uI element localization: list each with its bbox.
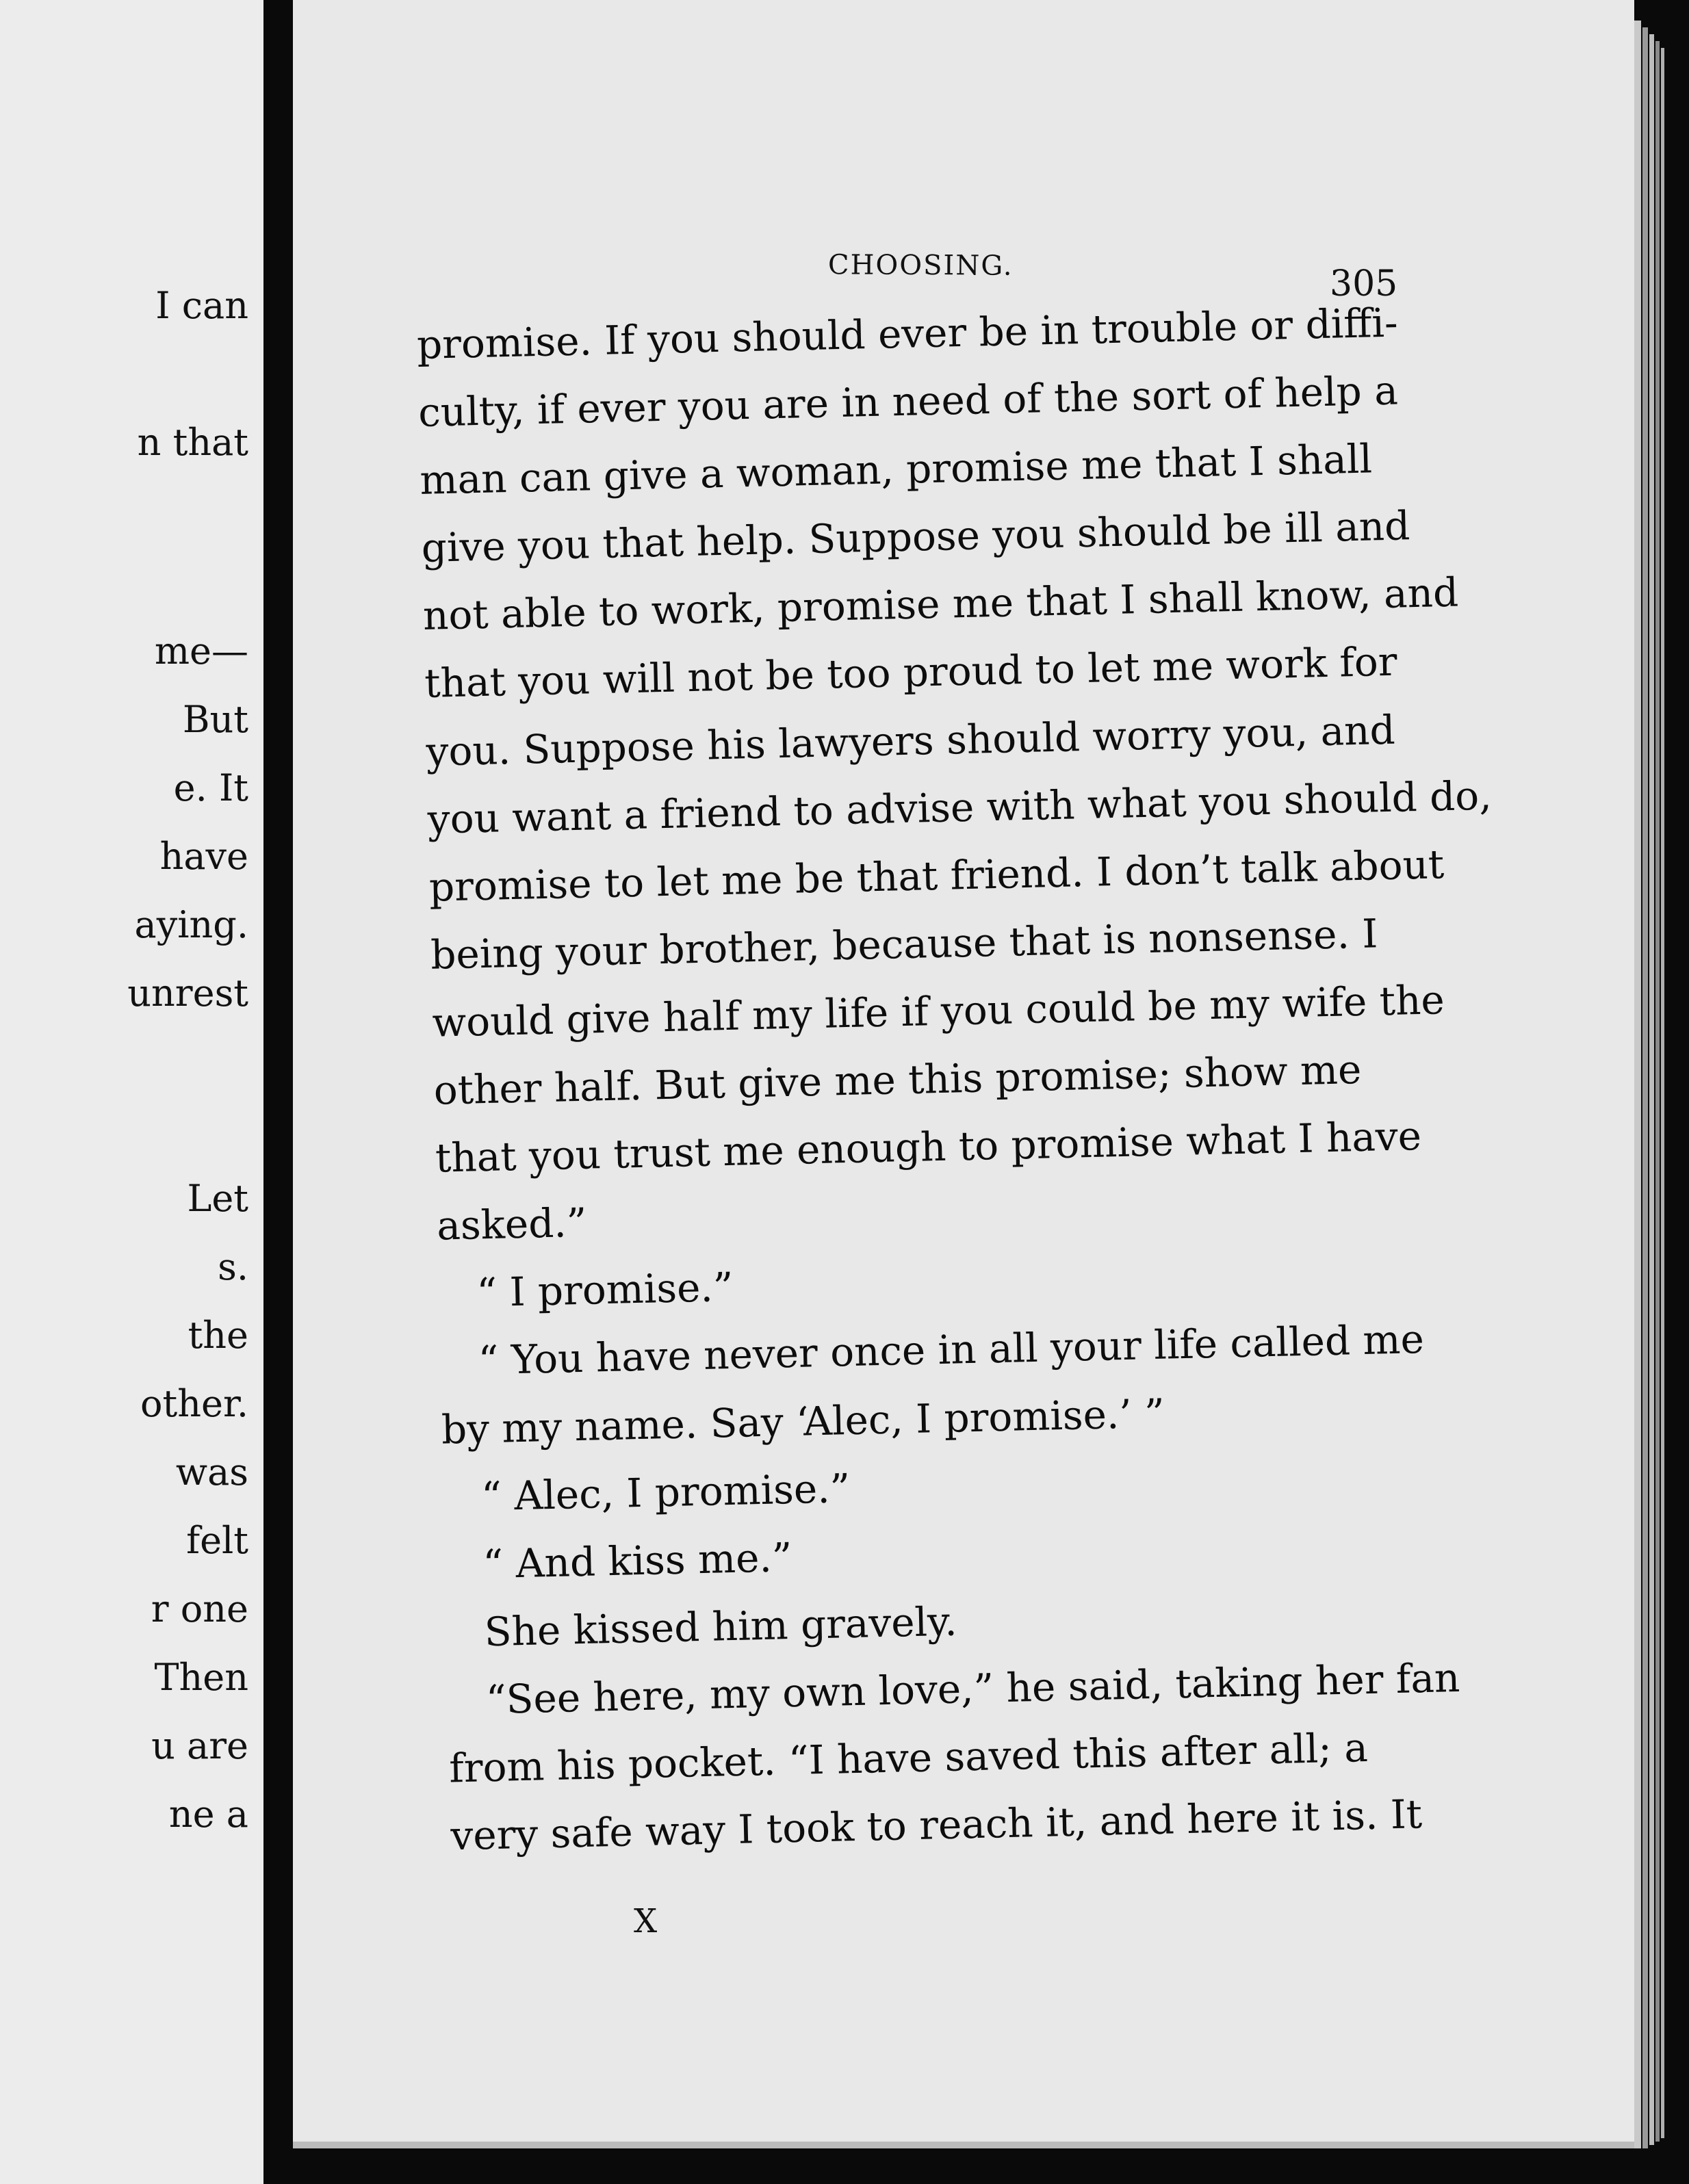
text-line: give you that help. Suppose you should be ill and [421,502,1410,572]
text-line: would give half my life if you could be my wife the [431,976,1445,1046]
left-page-fragment: e. It [173,766,248,809]
text-line: that you trust me enough to promise what I have [435,1113,1422,1182]
text-line: She kissed him gravely. [484,1598,958,1656]
left-page-fragment: me— [154,629,248,673]
left-page-fragment: ne a [168,1793,248,1836]
left-page-fragment: unrest [127,972,248,1015]
text-line: from his pocket. “I have saved this after all; a [448,1724,1369,1792]
text-line: “ Alec, I promise.” [480,1464,851,1520]
body-text [416,289,1493,1871]
left-page-fragment: the [188,1314,248,1357]
text-line: other half. But give me this promise; show me [433,1045,1363,1114]
page-number: 305 [1330,263,1398,304]
text-line: very safe way I took to reach it, and here it is. It [450,1791,1423,1860]
running-head: CHOOSING. [827,249,1014,282]
text-line: culty, if ever you are in need of the sort of help a [417,367,1399,437]
left-page-fragment: felt [186,1519,248,1562]
left-page-fragment: n that [137,421,248,464]
left-page-fragment: But [182,698,248,741]
text-line: “ I promise.” [476,1264,734,1316]
left-page-fragment: r one [151,1587,248,1630]
left-page-fragment: was [175,1451,248,1494]
text-line: being your brother, because that is nonsense. I [430,910,1378,978]
left-page-fragment: have [159,835,248,878]
right-page [293,0,1634,2142]
text-line: by my name. Say ‘Alec, I promise.’ ” [441,1390,1165,1453]
left-page-fragment: s. [218,1245,248,1288]
signature-mark: X [634,1902,658,1940]
text-line: you. Suppose his lawyers should worry you, and [425,706,1396,775]
text-line: you want a friend to advise with what you should do, [427,772,1493,843]
left-page-fragment: u are [151,1724,248,1767]
text-line: “ And kiss me.” [482,1533,793,1587]
left-page-fragment: other. [140,1382,248,1425]
left-page-fragment: Let [187,1177,248,1220]
left-page-fragment: I can [155,284,248,327]
text-line: not able to work, promise me that I shall know, and [422,569,1459,640]
text-line: promise to let me be that friend. I don’t talk about [428,840,1445,911]
text-line: promise. If you should ever be in trouble or diffi- [416,299,1399,368]
left-page-fragment: Then [154,1656,248,1699]
left-page [0,0,263,2184]
text-line: man can give a woman, promise me that I shall [419,435,1373,504]
left-page-fragment: aying. [134,903,248,946]
text-line: “See here, my own love,” he said, taking her fan [485,1654,1460,1724]
text-line: asked.” [436,1199,588,1249]
text-line: “ You have never once in all your life called me [478,1316,1425,1384]
text-line: that you will not be too proud to let me work for [424,638,1398,707]
